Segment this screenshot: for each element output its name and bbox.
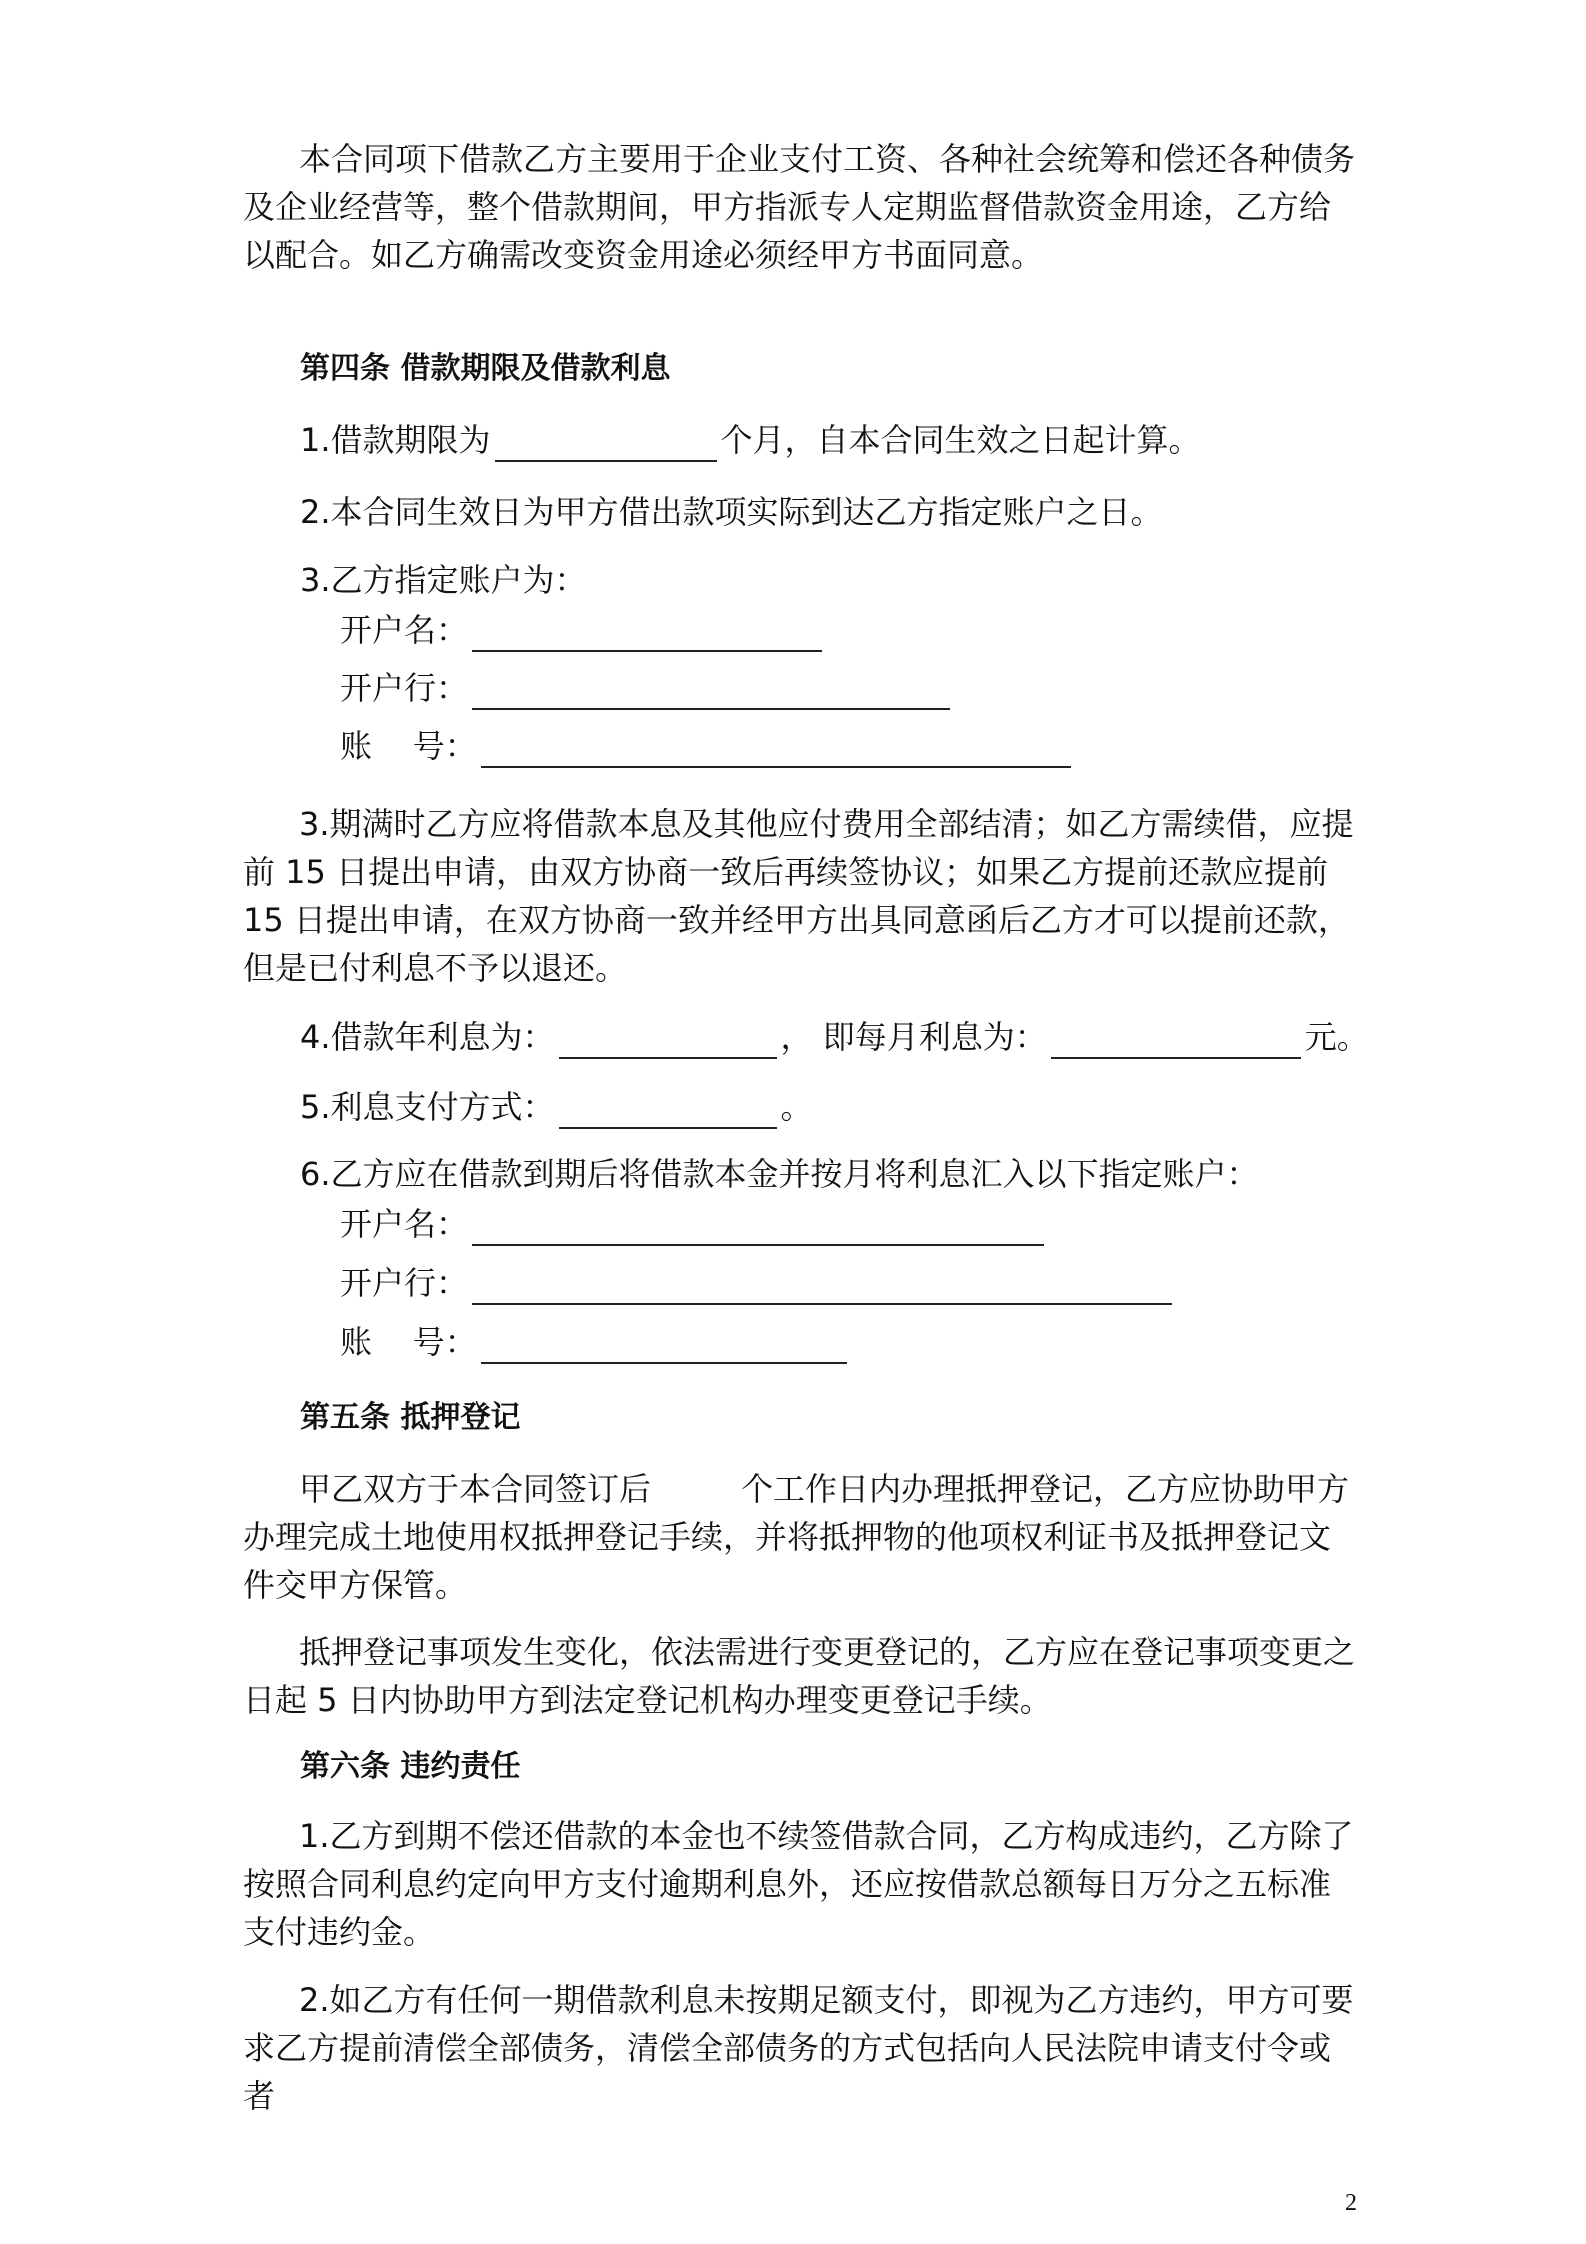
loan-term-line: 1.借款期限为 个月，自本合同生效之日起计算。 [300, 418, 1201, 462]
account-bank-row: 开户行： [340, 666, 954, 710]
remit-account-name-blank[interactable] [472, 1210, 1044, 1246]
remit-account-bank-row: 开户行： [340, 1261, 1176, 1305]
remit-account-number-row: 账 号： [340, 1320, 851, 1364]
article-6-heading: 第六条 违约责任 [300, 1749, 521, 1784]
page-number: 2 [1345, 2190, 1357, 2216]
effective-date-line: 2.本合同生效日为甲方借出款项实际到达乙方指定账户之日。 [300, 493, 1163, 531]
remit-account-number-blank[interactable] [481, 1328, 847, 1364]
account-name-row: 开户名： [340, 608, 826, 652]
mortgage-registration-paragraph: 甲乙双方于本合同签订后 个工作日内办理抵押登记，乙方应协助甲方办理完成土地使用权抵押登记手续，并将抵押物的他项权利证书及抵押登记文件交甲方保管。 [243, 1470, 1350, 1604]
remit-account-bank-blank[interactable] [472, 1269, 1172, 1305]
remittance-account-line: 6.乙方应在借款到期后将借款本金并按月将利息汇入以下指定账户： [300, 1155, 1259, 1193]
account-bank-blank[interactable] [472, 674, 950, 710]
account-number-row: 账 号： [340, 724, 1075, 768]
article-5-heading: 第五条 抵押登记 [300, 1400, 521, 1435]
article-4-heading: 第四条 借款期限及借款利息 [300, 351, 671, 386]
interest-rate-line: 4.借款年利息为： ， 即每月利息为： 元。 [300, 1015, 1369, 1059]
account-name-blank[interactable] [472, 616, 822, 652]
monthly-interest-blank[interactable] [1051, 1023, 1301, 1059]
remit-account-name-row: 开户名： [340, 1202, 1048, 1246]
designated-account-line: 3.乙方指定账户为： [300, 561, 587, 599]
payment-method-blank[interactable] [559, 1093, 777, 1129]
breach-paragraph-2: 2.如乙方有任何一期借款利息未按期足额支付，即视为乙方违约，甲方可要求乙方提前清偿全部债务，清偿全部债务的方式包括向人民法院申请支付令或者 [243, 1981, 1354, 2115]
account-number-blank[interactable] [481, 732, 1071, 768]
breach-paragraph-1: 1.乙方到期不偿还借款的本金也不续签借款合同，乙方构成违约，乙方除了按照合同利息约定向甲方支付逾期利息外，还应按借款总额每日万分之五标准支付违约金。 [243, 1817, 1354, 1951]
annual-interest-blank[interactable] [559, 1023, 777, 1059]
loan-term-blank[interactable] [495, 426, 717, 462]
registration-change-paragraph: 抵押登记事项发生变化，依法需进行变更登记的，乙方应在登记事项变更之日起 5 日内协助甲方到法定登记机构办理变更登记手续。 [243, 1633, 1356, 1719]
payment-method-line: 5.利息支付方式： 。 [300, 1085, 813, 1129]
repayment-paragraph: 3.期满时乙方应将借款本息及其他应付费用全部结清；如乙方需续借，应提前 15 日提出申请，由双方协商一致后再续签协议；如果乙方提前还款应提前 15 日提出申请，在双方协商一致并经甲方出具同意函后乙方才可以提前还款，但是已付利息不予以退还。 [243, 805, 1354, 987]
loan-purpose-paragraph: 本合同项下借款乙方主要用于企业支付工资、各种社会统筹和偿还各种债务及企业经营等，整个借款期间，甲方指派专人定期监督借款资金用途，乙方给以配合。如乙方确需改变资金用途必须经甲方书面同意。 [243, 140, 1356, 274]
